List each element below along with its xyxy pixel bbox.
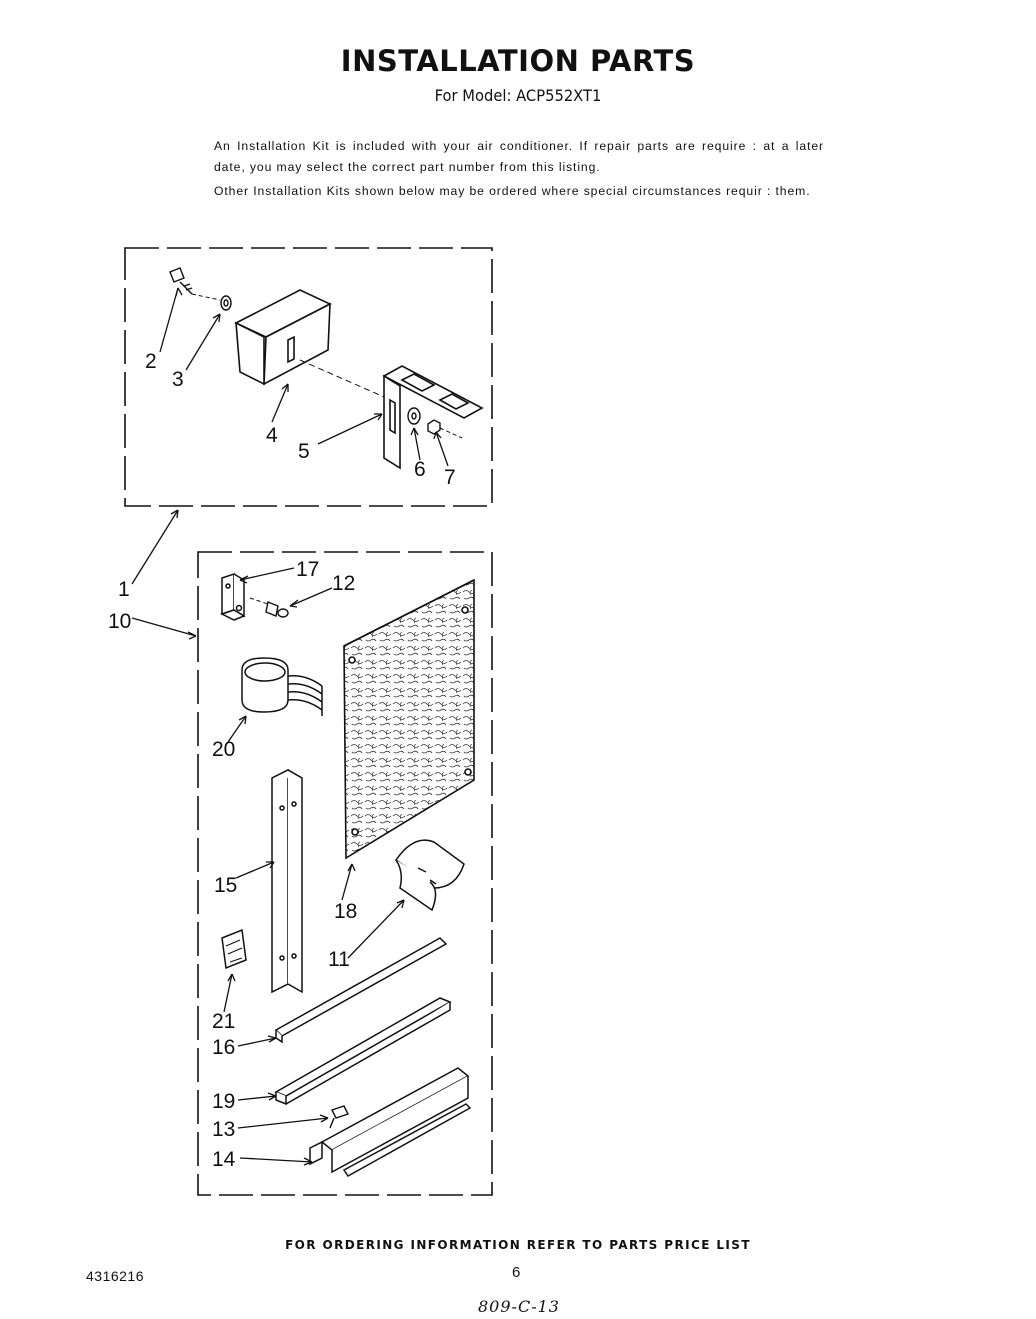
callout-3: 3 bbox=[172, 368, 184, 391]
callout-20: 20 bbox=[212, 738, 236, 761]
model-subtitle: For Model: ACP552XT1 bbox=[434, 86, 602, 105]
callout-10: 10 bbox=[108, 610, 132, 633]
intro-paragraph: An Installation Kit is included with your air conditioner. If repair parts are require : at a later date, you may select the correct part number from this listing. bbox=[214, 139, 824, 174]
callout-11: 11 bbox=[328, 948, 350, 971]
page-title: INSTALLATION PARTS bbox=[340, 44, 696, 78]
part-20-foam-tape bbox=[242, 658, 322, 716]
part-21-block bbox=[222, 930, 246, 968]
callout-18: 18 bbox=[334, 900, 358, 923]
part-15-angle-channel bbox=[272, 770, 302, 992]
callout-19: 19 bbox=[212, 1090, 236, 1113]
callout-16: 16 bbox=[212, 1036, 236, 1059]
callout-2: 2 bbox=[145, 350, 157, 373]
part-12-screw bbox=[266, 602, 288, 617]
part-14-sill-channel bbox=[310, 1068, 470, 1176]
part-7-nut bbox=[428, 420, 440, 434]
callout-7: 7 bbox=[444, 466, 456, 489]
callout-21: 21 bbox=[212, 1010, 236, 1033]
callout-4: 4 bbox=[266, 424, 278, 447]
callout-15: 15 bbox=[214, 874, 238, 897]
document-number: 4316216 bbox=[86, 1268, 145, 1284]
handwritten-note: 809-C-13 bbox=[478, 1297, 560, 1316]
callout-12: 12 bbox=[332, 572, 356, 595]
part-13-screw bbox=[330, 1106, 348, 1128]
callout-6: 6 bbox=[414, 458, 426, 481]
part-5-angle-bracket bbox=[384, 366, 482, 468]
part-2-screw bbox=[170, 268, 192, 294]
callout-17: 17 bbox=[296, 558, 320, 581]
callout-5: 5 bbox=[298, 440, 310, 463]
callout-13: 13 bbox=[212, 1118, 236, 1141]
part-4-bracket-cover bbox=[236, 290, 330, 384]
page-number: 6 bbox=[512, 1264, 521, 1281]
callout-1: 1 bbox=[118, 578, 130, 601]
other-kits-paragraph: Other Installation Kits shown below may be ordered where special circumstances requir : them. bbox=[214, 184, 811, 198]
part-18-panel bbox=[344, 580, 474, 858]
part-6-washer bbox=[408, 408, 420, 424]
callout-14: 14 bbox=[212, 1148, 236, 1171]
part-11-clip bbox=[396, 840, 464, 910]
ordering-footer: FOR ORDERING INFORMATION REFER TO PARTS PRICE LIST bbox=[285, 1238, 751, 1252]
part-3-washer bbox=[221, 296, 231, 310]
